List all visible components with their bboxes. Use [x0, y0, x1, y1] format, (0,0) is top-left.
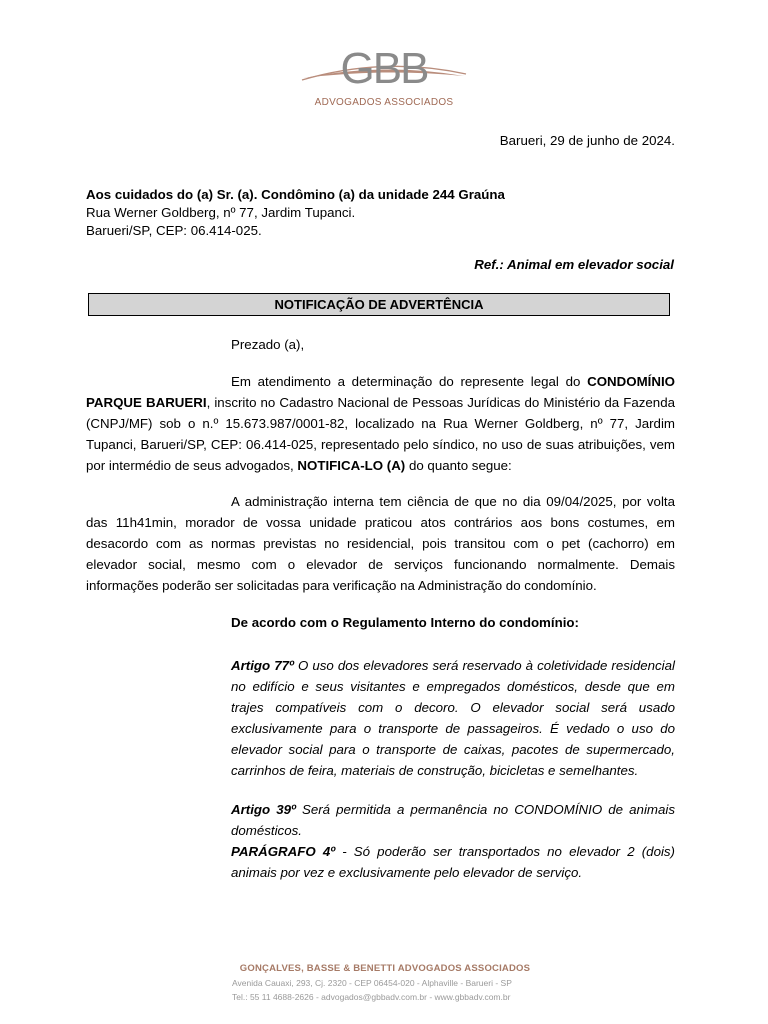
- regulation-heading: De acordo com o Regulamento Interno do condomínio:: [231, 615, 579, 630]
- notice-title-text: NOTIFICAÇÃO DE ADVERTÊNCIA: [274, 297, 484, 312]
- paragraph-4-label: PARÁGRAFO 4º: [231, 844, 336, 859]
- addressee-name: Aos cuidados do (a) Sr. (a). Condômino (a) da unidade 244 Graúna: [86, 187, 505, 202]
- article-77-text: O uso dos elevadores será reservado à coletividade residencial no edifício e seus visitantes e empregados domésticos, desde que em trajes compatíveis com o decoro. O elevador social será usado exclusivamente para o transporte de passageiros. É vedado o uso do elevador social para o transporte de caixas, pacotes de supermercado, carrinhos de feira, materiais de construção, bicicletas e semelhantes.: [231, 658, 675, 778]
- notice-title: [88, 293, 670, 316]
- article-39-label: Artigo 39º: [231, 802, 296, 817]
- paragraph-4-text: - Só poderão ser transportados no elevador 2 (dois) animais por vez e exclusivamente pelo elevador de serviço.: [231, 844, 675, 880]
- greeting: Prezado (a),: [231, 337, 305, 352]
- addressee-city: Barueri/SP, CEP: 06.414-025.: [86, 223, 262, 238]
- notifica-emphasis: NOTIFICA-LO (A): [297, 458, 406, 473]
- incident-paragraph: A administração interna tem ciência de que no dia 09/04/2025, por volta das 11h41min, morador de vossa unidade praticou atos contrários aos bons costumes, em desacordo com as normas previstas no residencial, pois transitou com o pet (cachorro) em elevador social, mesmo com o elevador de serviços funcionando normalmente. Demais informações poderão ser solicitadas para verificação na Administração do condomínio.: [86, 494, 675, 593]
- reference-line: Ref.: Animal em elevador social: [474, 257, 674, 272]
- footer-address: Avenida Cauaxi, 293, Cj. 2320 - CEP 06454-020 - Alphaville - Barueri - SP: [232, 978, 512, 988]
- condominium-name: CONDOMÍNIO PARQUE BARUERI: [86, 374, 675, 410]
- footer-contact: Tel.: 55 11 4688-2626 - advogados@gbbadv.com.br - www.gbbadv.com.br: [232, 992, 511, 1002]
- article-77-label: Artigo 77º: [231, 658, 294, 673]
- addressee-street: Rua Werner Goldberg, nº 77, Jardim Tupanci.: [86, 205, 356, 220]
- intro-text-2: , inscrito no Cadastro Nacional de Pessoas Jurídicas do Ministério da Fazenda (CNPJ/MF) sob o n.º 15.673.987/0001-82, localizado na Rua Werner Goldberg, nº 77, Jardim Tupanci, Barueri/SP, CEP: 06.414-025, representado pelo síndico, no uso de suas atribuições, vem por intermédio de seus advogados,: [86, 395, 675, 473]
- article-77-quote: [231, 655, 675, 781]
- intro-paragraph: [86, 371, 675, 476]
- article-39-text: Será permitida a permanência no CONDOMÍNIO de animais domésticos.: [231, 802, 675, 838]
- letter-footer: [226, 962, 544, 1004]
- logo-subtitle: ADVOGADOS ASSOCIADOS: [314, 97, 454, 108]
- logo-mark: GBB: [340, 44, 428, 93]
- footer-firm-name: GONÇALVES, BASSE & BENETTI ADVOGADOS ASSOCIADOS: [239, 963, 531, 974]
- article-39-quote: [231, 799, 675, 883]
- addressee-block: [86, 186, 505, 240]
- intro-text-1: Em atendimento a determinação do represente legal do: [231, 374, 588, 389]
- intro-text-3: do quanto segue:: [405, 458, 512, 473]
- letter-date: Barueri, 29 de junho de 2024.: [499, 133, 675, 148]
